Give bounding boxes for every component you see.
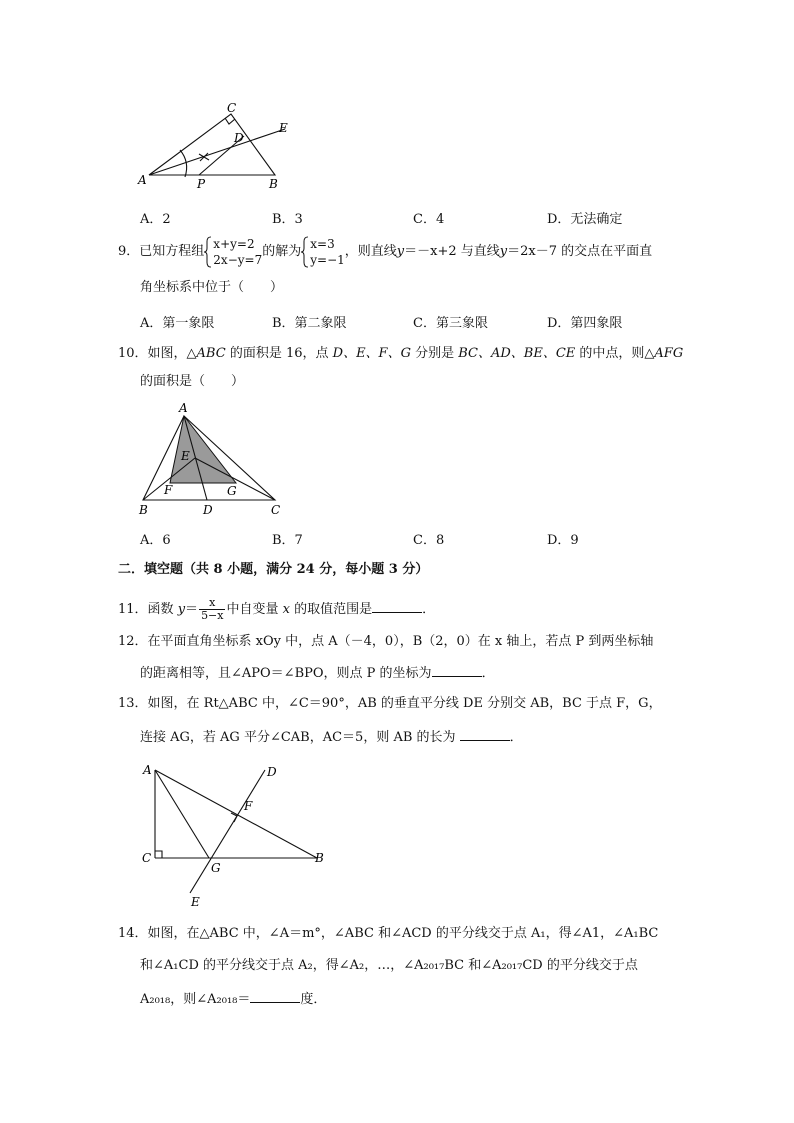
q11-var-x: x bbox=[282, 602, 290, 617]
label-e: E bbox=[279, 121, 288, 135]
label-d: D bbox=[267, 765, 277, 779]
q9-sys1-eq2: 2x−y=7 bbox=[213, 252, 263, 267]
q9-text-d: ＝－x+2 与直线 bbox=[404, 244, 500, 259]
label-g: G bbox=[211, 861, 221, 875]
q12-answer-blank[interactable] bbox=[432, 662, 482, 677]
side-ab bbox=[155, 770, 317, 858]
label-c: C bbox=[142, 851, 152, 865]
q10-text-h: AFG bbox=[654, 346, 684, 361]
q11-text-a: 11．函数 bbox=[118, 602, 178, 617]
q8-option-b[interactable]: B．3 bbox=[272, 212, 303, 227]
q10-text-f: BC、AD、BE、CE bbox=[458, 346, 576, 361]
q13-answer-blank[interactable] bbox=[460, 726, 510, 741]
q14-line-3 bbox=[140, 988, 326, 1010]
q14-line-1: 14．如图，在△ABC 中，∠A＝m°，∠ABC 和∠ACD 的平分线交于点 A₁，得∠A1，∠A₁BC bbox=[118, 926, 659, 941]
line-de bbox=[190, 770, 265, 893]
label-b: B bbox=[139, 503, 148, 517]
q10-option-a[interactable]: A．6 bbox=[140, 533, 171, 548]
section-2-title: 二．填空题（共 8 小题，满分 24 分，每小题 3 分） bbox=[118, 562, 429, 577]
label-a: A bbox=[138, 173, 147, 187]
q11-text-e: ． bbox=[422, 602, 436, 617]
q9-number: 9． bbox=[118, 244, 140, 259]
label-d: D bbox=[234, 131, 244, 145]
q10-text-c: 的面积是 16，点 bbox=[225, 346, 333, 361]
q8-option-a[interactable]: A．2 bbox=[140, 212, 171, 227]
q9-option-c[interactable]: C．第三象限 bbox=[413, 316, 488, 331]
q11-text-c: 中自变量 bbox=[226, 602, 283, 617]
q10-text-d: D、E、F、G bbox=[332, 346, 411, 361]
q9-option-a[interactable]: A．第一象限 bbox=[140, 316, 215, 331]
label-g: G bbox=[227, 484, 237, 498]
q12-text-a: 的距离相等，且∠APO＝∠BPO，则点 P 的坐标为 bbox=[140, 666, 432, 681]
q10-line-1 bbox=[118, 344, 683, 364]
q10-text-b: ABC bbox=[196, 346, 226, 361]
right-angle-c bbox=[155, 851, 162, 858]
q9-sys1-eq1: x+y=2 bbox=[213, 236, 255, 251]
q8-figure bbox=[135, 100, 305, 195]
q11-numerator: x bbox=[199, 597, 225, 610]
q10-line-2: 的面积是（ ） bbox=[140, 374, 245, 389]
q9-var-y1: y bbox=[396, 244, 405, 259]
q14-text-b: 度． bbox=[300, 992, 327, 1007]
label-e: E bbox=[191, 895, 200, 909]
q13-text-b: ． bbox=[509, 730, 523, 745]
q9-option-d[interactable]: D．第四象限 bbox=[547, 316, 623, 331]
q9-line-1 bbox=[118, 234, 652, 270]
q14-line-2: 和∠A₁CD 的平分线交于点 A₂，得∠A₂，…，∠A₂₀₁₇BC 和∠A₂₀₁₇CD 的平分线交于点 bbox=[140, 958, 638, 973]
q9-option-b[interactable]: B．第二象限 bbox=[272, 316, 347, 331]
q13-line-2 bbox=[140, 726, 523, 748]
q10-option-d[interactable]: D．9 bbox=[547, 533, 579, 548]
q12-line-2 bbox=[140, 662, 495, 684]
q9-var-y2: y bbox=[499, 244, 508, 259]
label-e: E bbox=[181, 449, 190, 463]
label-f: F bbox=[164, 483, 173, 497]
q9-text-b: 的解为 bbox=[262, 244, 302, 259]
q9-system-1 bbox=[204, 236, 262, 268]
q14-answer-blank[interactable] bbox=[250, 988, 300, 1003]
q13-figure bbox=[137, 758, 329, 910]
q8-option-c[interactable]: C．4 bbox=[413, 212, 445, 227]
q11-text-d: 的取值范围是 bbox=[289, 602, 373, 617]
q13-line-1: 13．如图，在 Rt△ABC 中，∠C＝90°，AB 的垂直平分线 DE 分别交 AB，BC 于点 F，G， bbox=[118, 696, 662, 711]
q11-fraction bbox=[199, 597, 225, 622]
shaded-triangle-afg bbox=[170, 416, 236, 483]
label-c: C bbox=[227, 101, 237, 115]
q9-system-2 bbox=[301, 236, 345, 268]
q9-text-a: 已知方程组 bbox=[139, 244, 205, 259]
q8-option-d[interactable]: D．无法确定 bbox=[547, 212, 623, 227]
q9-text-e: ＝2x－7 的交点在平面直 bbox=[507, 244, 653, 259]
brace-icon bbox=[204, 236, 212, 268]
q11-var-y: y bbox=[177, 602, 186, 617]
q10-text-a: 10．如图，△ bbox=[118, 346, 197, 361]
q11-denominator: 5−x bbox=[201, 609, 224, 622]
ray-ae bbox=[149, 129, 285, 175]
q12-text-b: ． bbox=[481, 666, 495, 681]
q11-answer-blank[interactable] bbox=[372, 598, 422, 613]
label-f: F bbox=[244, 799, 253, 813]
label-p: P bbox=[197, 177, 206, 191]
label-d: D bbox=[203, 503, 213, 517]
right-angle-mark bbox=[225, 118, 235, 124]
label-b: B bbox=[315, 851, 324, 865]
label-a: A bbox=[179, 401, 188, 415]
q10-option-c[interactable]: C．8 bbox=[413, 533, 445, 548]
q10-option-b[interactable]: B．7 bbox=[272, 533, 303, 548]
q13-text-a: 连接 AG，若 AG 平分∠CAB，AC＝5，则 AB 的长为 bbox=[140, 730, 460, 745]
q11-text-b: ＝ bbox=[185, 602, 199, 617]
q9-line-2: 角坐标系中位于（ ） bbox=[140, 280, 284, 295]
label-c: C bbox=[271, 503, 281, 517]
label-a: A bbox=[143, 763, 152, 777]
triangle-abc bbox=[149, 114, 275, 175]
brace-icon bbox=[301, 236, 309, 268]
q10-text-g: 的中点，则△ bbox=[575, 346, 655, 361]
q10-figure bbox=[133, 400, 288, 518]
q14-text-a: A₂₀₁₈，则∠A₂₀₁₈＝ bbox=[140, 992, 251, 1007]
q9-sys2-eq2: y=−1 bbox=[310, 252, 345, 267]
q9-sys2-eq1: x=3 bbox=[310, 236, 335, 251]
label-b: B bbox=[269, 177, 278, 191]
segment-ag bbox=[155, 770, 209, 858]
q11-line bbox=[118, 594, 435, 626]
q10-text-e: 分别是 bbox=[410, 346, 459, 361]
q9-text-c: ，则直线 bbox=[344, 244, 397, 259]
q12-line-1: 12．在平面直角坐标系 xOy 中，点 A（－4，0），B（2，0）在 x 轴上，若点 P 到两坐标轴 bbox=[118, 634, 654, 649]
